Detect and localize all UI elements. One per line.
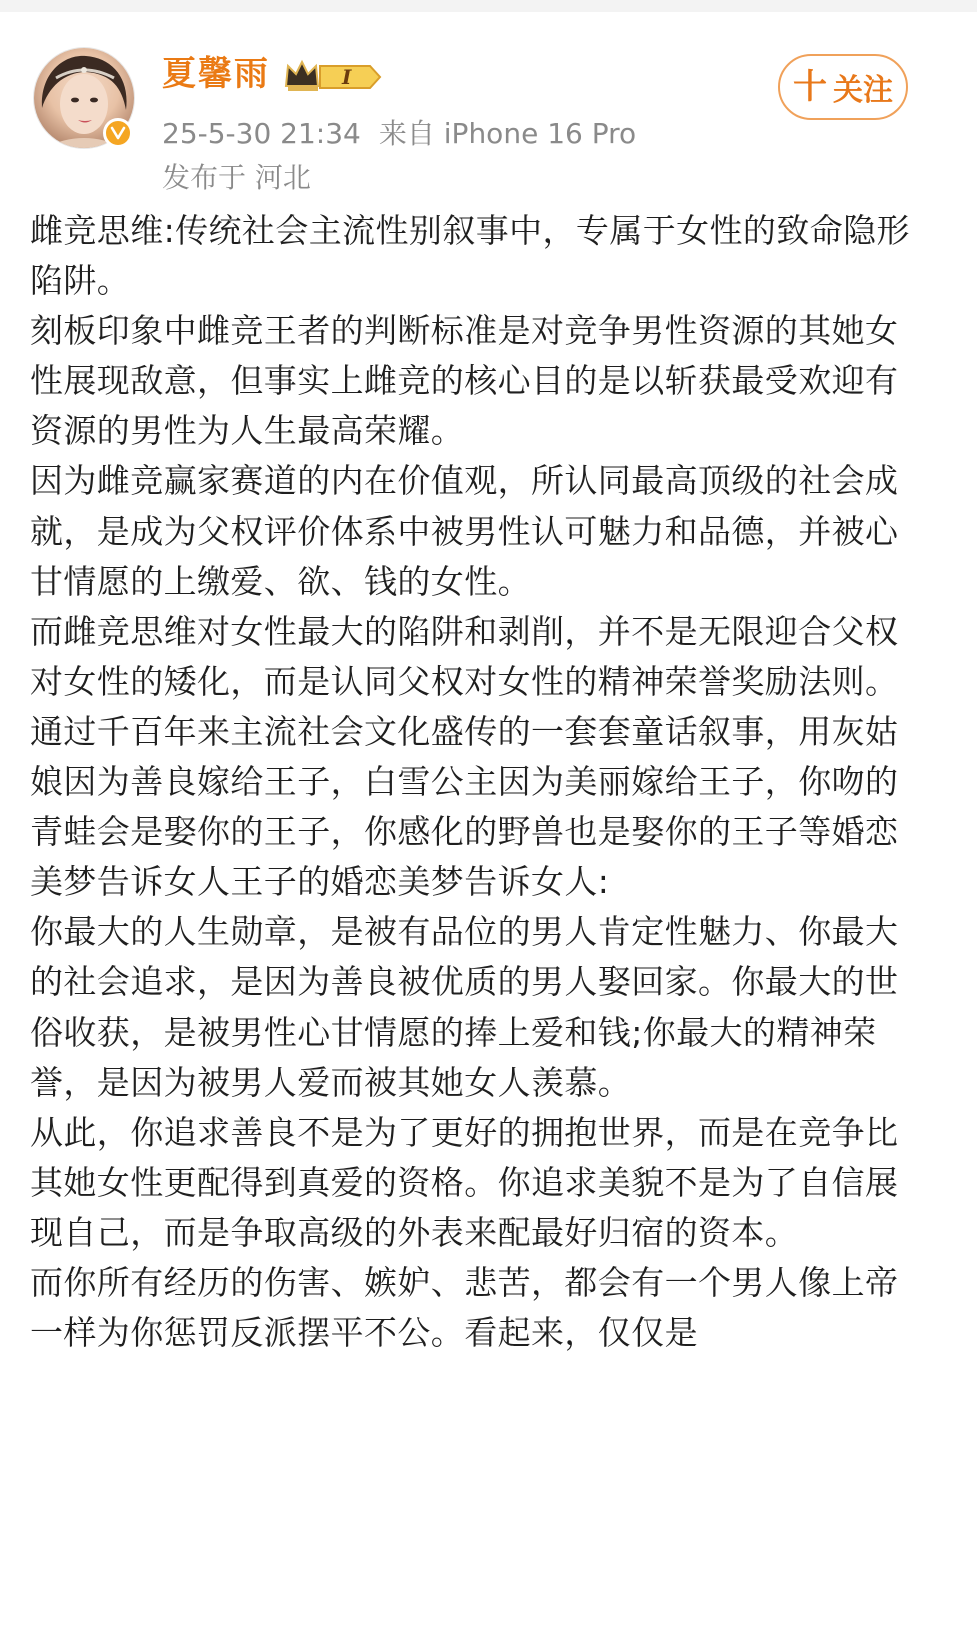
username[interactable]: 夏馨雨 xyxy=(162,54,270,94)
post-source: 来自 iPhone 16 Pro xyxy=(378,117,637,150)
post-meta xyxy=(162,116,636,152)
post-body xyxy=(30,206,910,1358)
post-paragraph: 从此，你追求善良不是为了更好的拥抱世界，而是在竞争比其她女性更配得到真爱的资格。你追求美貌不是为了自信展现自己，而是争取高级的外表来配最好归宿的资本。 xyxy=(30,1112,899,1252)
follow-button[interactable] xyxy=(778,54,908,120)
post-paragraph: 而雌竞思维对女性最大的陷阱和剥削，并不是无限迎合父权对女性的矮化，而是认同父权对女性的精神荣誉奖励法则。 xyxy=(30,611,899,701)
follow-label: 关注 xyxy=(833,73,893,108)
vip-level-badge-icon[interactable] xyxy=(284,56,384,96)
post-timestamp: 25-5-30 21:34 xyxy=(162,117,361,150)
post-location: 发布于 河北 xyxy=(162,161,311,194)
post-paragraph: 刻板印象中雌竞王者的判断标准是对竞争男性资源的其她女性展现敌意，但事实上雌竞的核心目的是以斩获最受欢迎有资源的男性为人生最高荣耀。 xyxy=(30,311,899,451)
post-paragraph: 雌竞思维:传统社会主流性别叙事中，专属于女性的致命隐形陷阱。 xyxy=(30,211,910,301)
verified-icon xyxy=(103,118,133,148)
post-header xyxy=(0,12,977,202)
top-strip xyxy=(0,0,977,12)
vip-level-text: I xyxy=(342,65,352,89)
post-paragraph: 通过千百年来主流社会文化盛传的一套套童话叙事，用灰姑娘因为善良嫁给王子，白雪公主因为美丽嫁给王子，你吻的青蛙会是娶你的王子，你感化的野兽也是娶你的王子等婚恋美梦告诉女人王子的婚恋美梦告诉女人: xyxy=(30,711,899,902)
post-paragraph: 而你所有经历的伤害、嫉妒、悲苦，都会有一个男人像上帝一样为你惩罚反派摆平不公。看起来，仅仅是 xyxy=(30,1262,899,1353)
post-paragraph: 你最大的人生勋章，是被有品位的男人肯定性魅力、你最大的社会追求，是因为善良被优质的男人娶回家。你最大的世俗收获，是被男性心甘情愿的捧上爱和钱;你最大的精神荣誉，是因为被男人爱而被其她女人羡慕。 xyxy=(30,912,899,1102)
plus-icon: 十 xyxy=(793,67,827,107)
post-paragraph: 因为雌竞赢家赛道的内在价值观，所认同最高顶级的社会成就，是成为父权评价体系中被男性认可魅力和品德，并被心甘情愿的上缴爱、欲、钱的女性。 xyxy=(30,461,899,601)
